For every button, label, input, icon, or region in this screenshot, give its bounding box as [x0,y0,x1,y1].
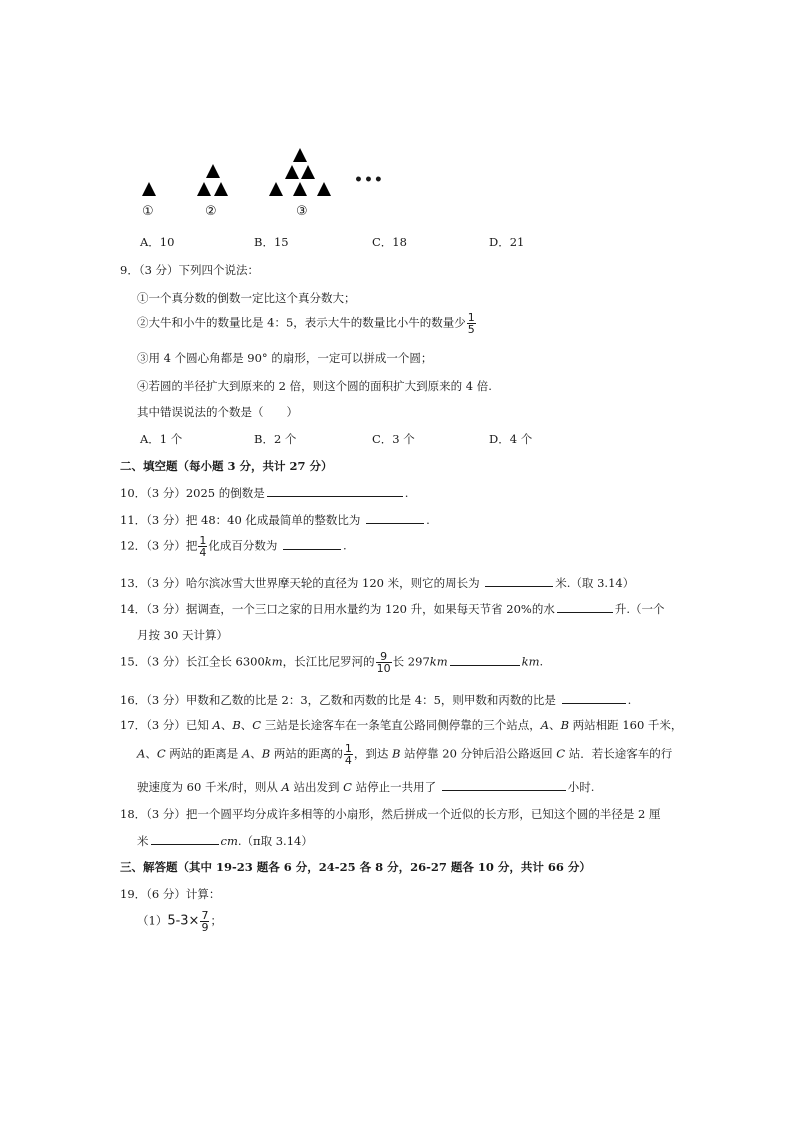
answer-blank[interactable] [442,778,566,791]
triangle-icon [293,182,307,196]
fraction [376,651,392,674]
q9-stem: 9．（3 分）下列四个说法： [120,263,260,277]
q17-text: 、 [240,718,253,732]
q8-option-d: D．21 [489,235,525,249]
point-c: C [156,746,166,761]
ellipsis-dots: ••• [354,172,384,188]
q19-text: ； [210,913,222,928]
triangle-pattern-figure [130,140,390,220]
q17-line-2 [137,743,672,766]
q17-text: 站停止一共用了 [351,780,440,794]
q15 [120,651,543,674]
q15-text: 15．（3 分）长江全长 6300 [120,654,265,669]
q10-text: 10．（3 分）2025 的倒数是 [120,486,265,500]
triangle-group-3 [269,148,331,196]
fraction-numerator: 1 [199,534,207,547]
q17-text: 17．（3 分）已知 [120,718,213,732]
q17-text: ，到达 [353,746,393,761]
q17-text: 、 [549,718,561,732]
q9-statement-2-text: ②大牛和小牛的数量比是 4：5，表示大牛的数量比小牛的数量少 [137,315,466,330]
triangle-icon [269,182,283,196]
point-c: C [252,718,262,732]
q15-text-mid: ，长江比尼罗河的 [282,654,375,669]
triangle-group-1 [142,182,156,196]
q9-statement-4: ④若圆的半径扩大到原来的 2 倍，则这个圆的面积扩大到原来的 4 倍. [137,379,492,393]
fraction-denominator: 4 [199,546,207,559]
point-a: A [281,780,290,794]
point-b: B [392,746,401,761]
triangle-icon [301,165,315,179]
fraction-denominator: 4 [344,754,352,767]
q9-statement-1: ①一个真分数的倒数一定比这个真分数大； [137,291,356,305]
triangle-icon [317,182,331,196]
fraction-numerator: 7 [201,909,209,922]
q17-text: 站．若长途客车的行 [565,746,673,761]
q16 [120,691,631,708]
q17-text: 两站相距 160 千米， [569,718,683,732]
figure-label-3: ③ [296,204,308,219]
triangle-icon [293,148,307,162]
fraction-denominator: 9 [201,921,209,934]
point-c: C [556,746,566,761]
q12-text: 12．（3 分）把 [120,538,198,553]
q12 [120,535,347,558]
q16-text: 16．（3 分）甲数和乙数的比是 2：3，乙数和丙数的比是 4：5，则甲数和丙数的比是 [120,693,560,707]
q13-text: 13．（3 分）哈尔滨冰雪大世界摩天轮的直径为 120 米，则它的周长为 [120,576,484,590]
point-a: A [540,718,550,732]
fraction [467,312,476,335]
q8-option-a: A．10 [140,235,175,249]
point-a: A [212,718,221,732]
q19-stem: 19．（6 分）计算： [120,887,221,901]
q16-end: . [627,693,632,707]
unit-cm: cm [220,834,238,848]
fraction-numerator: 1 [344,742,352,755]
point-b: B [232,718,241,732]
fraction-denominator: 5 [467,323,475,336]
point-a: A [241,746,251,761]
q17-text: 小时. [567,780,595,794]
q11-end: . [426,513,430,527]
q11 [120,511,430,528]
q17-line-3 [137,778,594,795]
q17-text: 三站是长途客车在一条笔直公路同侧停靠的三个站点， [261,718,541,732]
q9-statement-3: ③用 4 个圆心角都是 90° 的扇形，一定可以拼成一个圆； [137,351,433,365]
triangle-icon [285,165,299,179]
point-b: B [261,746,271,761]
triangle-icon [197,182,211,196]
figure-label-1: ① [142,204,154,219]
q13-end: 米.（取 3.14） [555,576,635,590]
q18-line-1: 18．（3 分）把一个圆平均分成许多相等的小扇形，然后拼成一个近似的长方形，已知这个圆的半径是 2 厘 [120,807,661,821]
q17-text: 两站的距离是 [165,746,242,761]
q18-line-2 [137,832,313,849]
triangle-icon [206,164,220,178]
q17-line-1 [120,717,682,733]
q12-end: . [343,538,347,553]
q9-question: 其中错误说法的个数是（ ） [137,405,298,419]
figure-label-2: ② [205,204,217,219]
q14 [120,600,665,617]
q15-text-mid2: 长 297 [392,654,430,669]
q17-text: 、 [145,746,157,761]
unit-km: km [429,654,448,669]
q15-end: . [539,654,544,669]
q8-option-b: B．15 [254,235,289,249]
unit-km: km [264,654,283,669]
answer-blank[interactable] [450,653,520,666]
answer-blank[interactable] [283,537,341,550]
math-expression: 5-3× [167,913,200,929]
fraction-denominator: 10 [376,662,391,675]
q9-option-a: A．1 个 [140,432,183,446]
answer-blank[interactable] [557,600,613,613]
section-2-heading: 二、填空题（每小题 3 分，共计 27 分） [120,459,333,473]
q14-text: 14．（3 分）据调查，一个三口之家的日用水量约为 120 升，如果每天节省 20%的水 [120,602,555,616]
q9-statement-2 [137,312,477,335]
unit-km: km [521,654,540,669]
point-a: A [137,746,146,761]
q13 [120,574,634,591]
q19-sub-1 [137,910,222,933]
q10-end: . [404,486,409,500]
section-3-heading: 三、解答题（其中 19-23 题各 6 分，24-25 各 8 分，26-27 题各 10 分，共计 66 分） [120,860,591,874]
q8-option-c: C．18 [372,235,407,249]
answer-blank[interactable] [267,484,403,497]
answer-blank[interactable] [366,511,424,524]
triangle-icon [214,182,228,196]
fraction [198,535,207,558]
triangle-group-2 [197,164,228,196]
answer-blank[interactable] [562,691,626,704]
point-c: C [343,780,352,794]
point-b: B [560,718,570,732]
fraction-numerator: 1 [467,311,475,324]
triangle-icon [142,182,156,196]
q9-option-d: D．4 个 [489,432,533,446]
answer-blank[interactable] [151,832,219,845]
q10 [120,484,408,501]
q18-text: 米 [137,834,149,848]
q11-text: 11．（3 分）把 48：40 化成最简单的整数比为 [120,513,365,527]
answer-blank[interactable] [485,574,553,587]
q12-text-mid: 化成百分数为 [208,538,282,553]
q17-text: 站停靠 20 分钟后沿公路返回 [400,746,557,761]
q17-text: 两站的距离的 [270,746,343,761]
q14-end: 升.（一个 [614,602,665,616]
sub-question-label: （1） [137,913,168,928]
fraction [200,910,209,933]
fraction-numerator: 9 [376,651,392,663]
q17-text: 站出发到 [289,780,344,794]
q18-text: .（π取 3.14） [237,834,313,848]
q17-text: 、 [250,746,262,761]
q9-option-b: B．2 个 [254,432,297,446]
q14-line-2: 月按 30 天计算） [137,628,228,642]
fraction [344,743,353,766]
q17-text: 、 [220,718,233,732]
q9-option-c: C．3 个 [372,432,415,446]
q17-text: 驶速度为 60 千米/时，则从 [137,780,282,794]
